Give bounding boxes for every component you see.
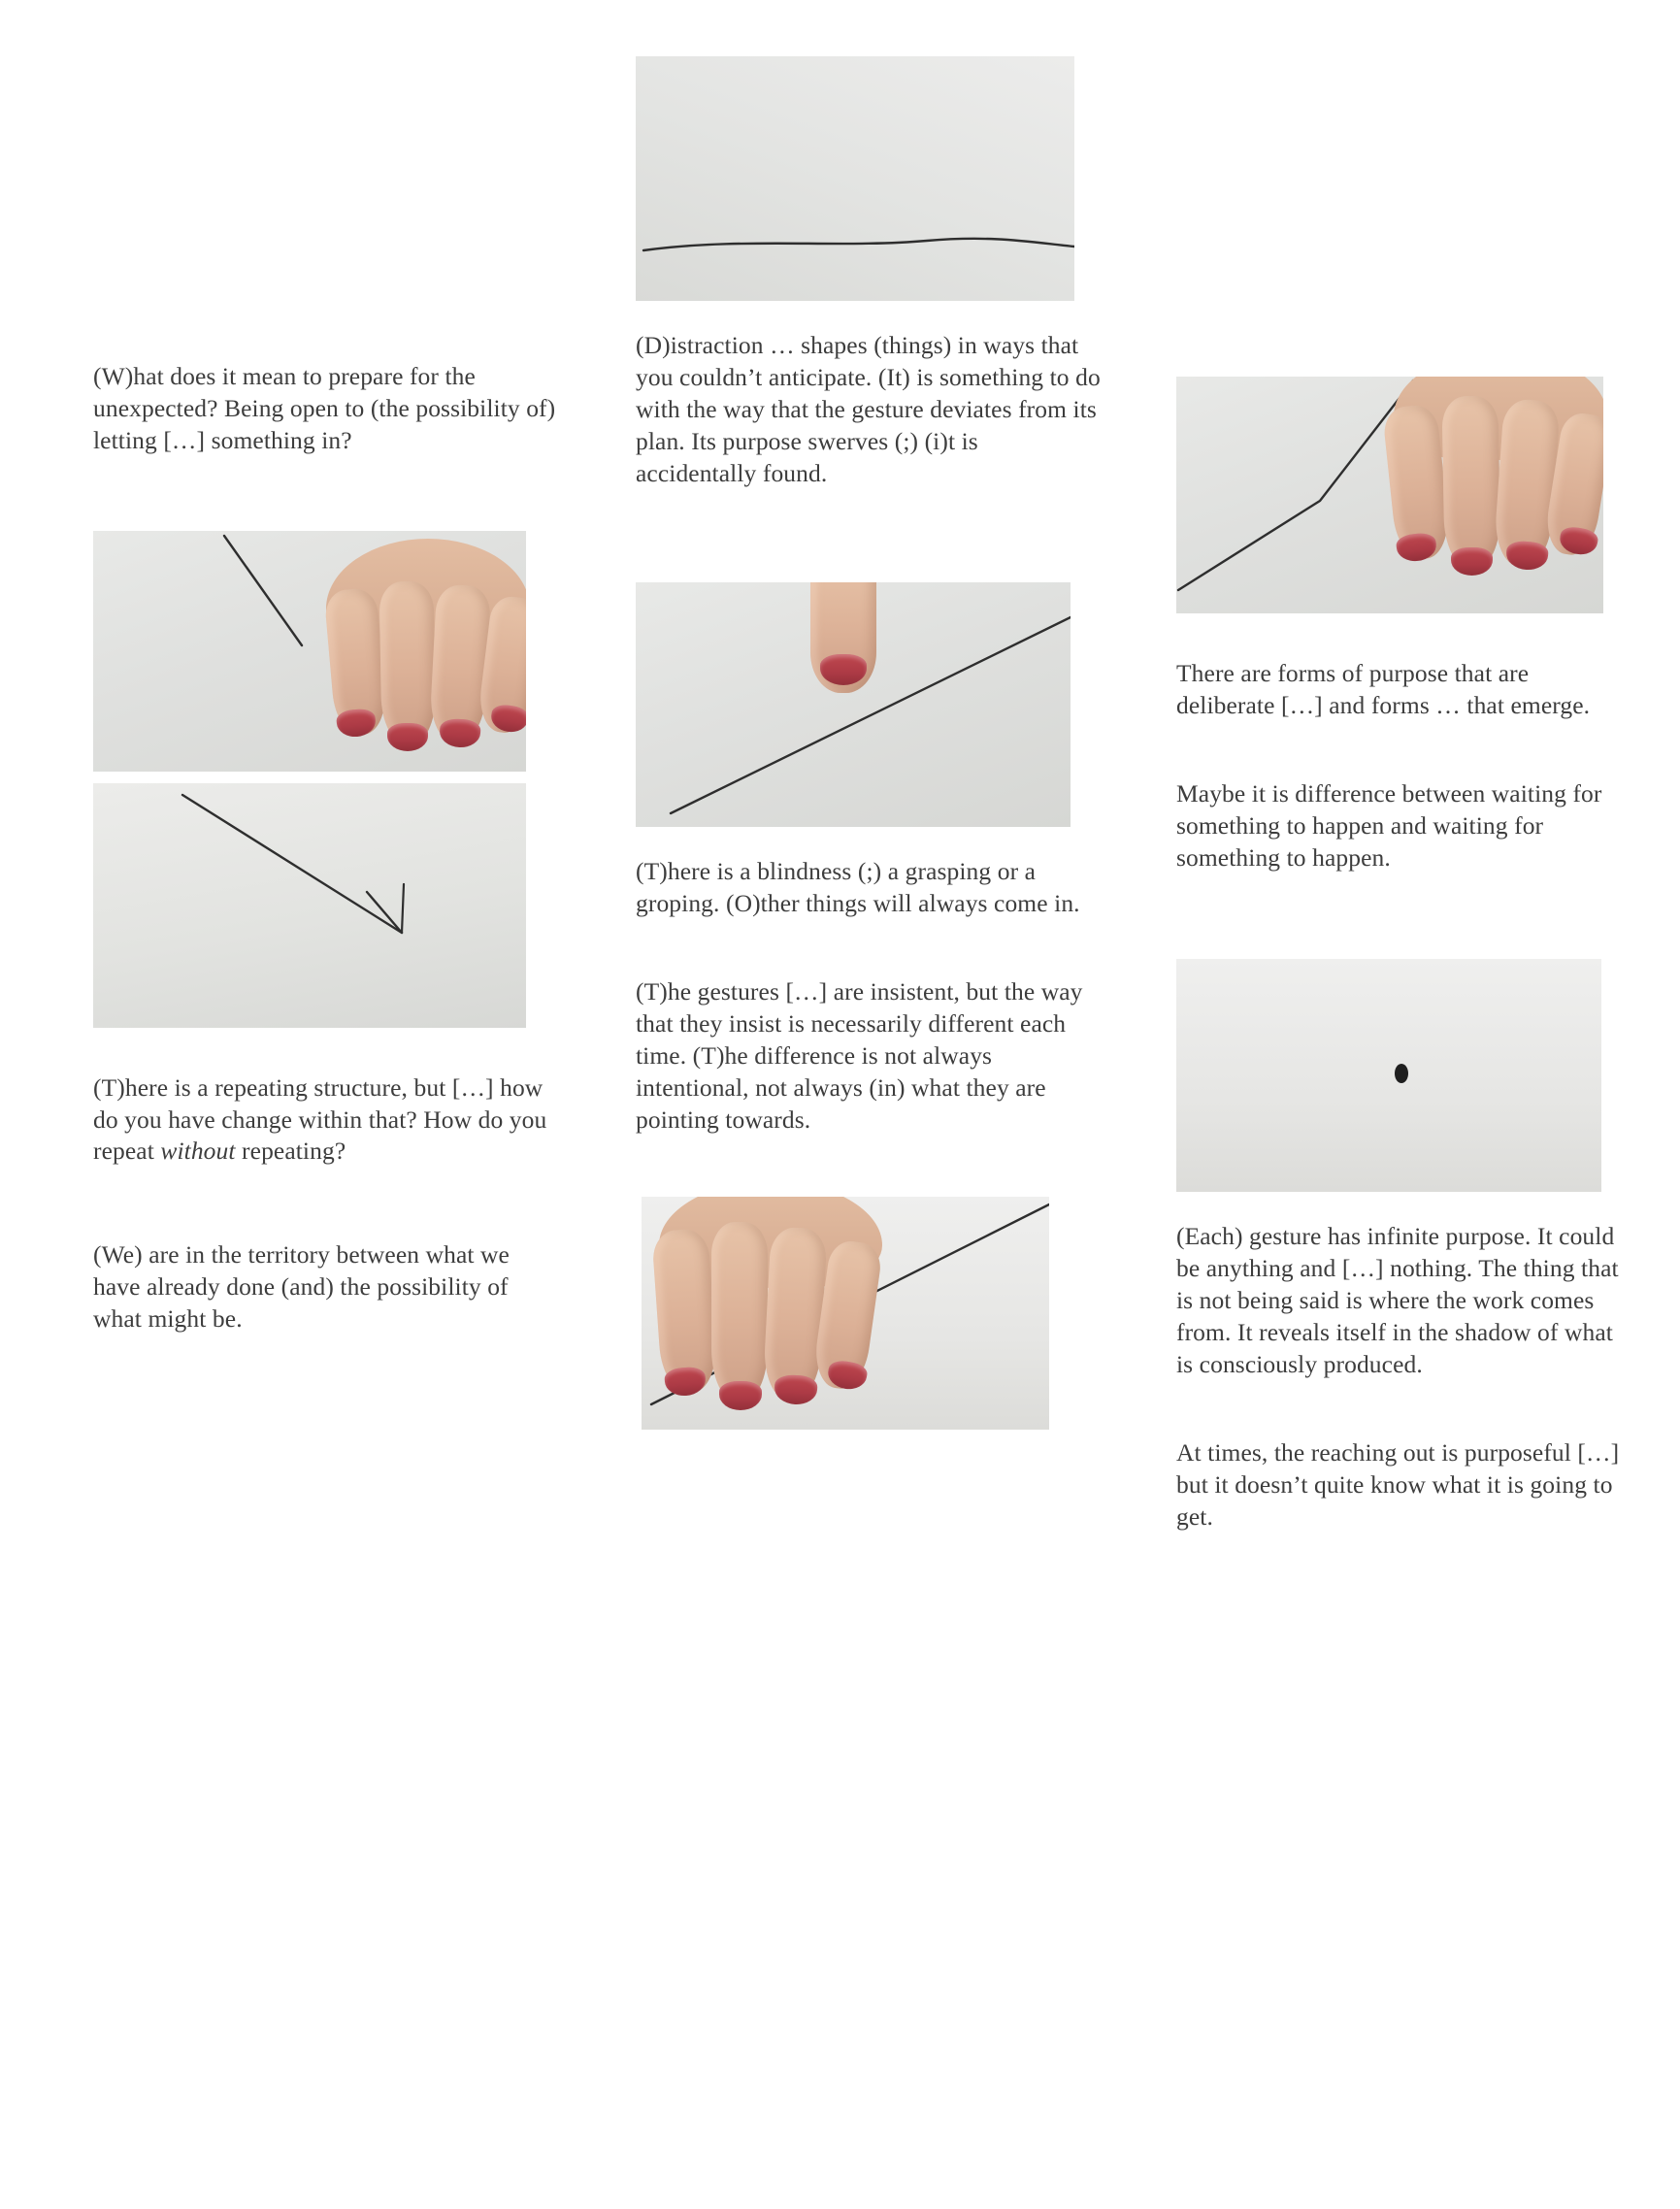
hand-graphic bbox=[1367, 377, 1603, 610]
column-right bbox=[1176, 0, 1623, 1561]
nail-graphic bbox=[1505, 541, 1549, 572]
nail-graphic bbox=[664, 1366, 707, 1397]
photo-hand-diagonal-line bbox=[93, 531, 526, 772]
column-left bbox=[93, 0, 559, 1363]
photo-horizontal-line bbox=[636, 56, 1074, 301]
line-drawing-arrow bbox=[93, 783, 526, 1028]
paragraph-right-4: At times, the reaching out is purposeful […] but it doesn’t quite know what it is going to get. bbox=[1176, 1437, 1620, 1531]
nail-graphic bbox=[1396, 532, 1438, 563]
photo-single-dot bbox=[1176, 959, 1601, 1192]
paragraph-mid-2: (T)here is a blindness (;) a grasping or a groping. (O)ther things will always come in. bbox=[636, 857, 1080, 918]
hand-graphic bbox=[649, 1197, 902, 1430]
paragraph-right-2: Maybe it is difference between waiting for something to happen and waiting for something to happen. bbox=[1176, 778, 1602, 872]
nail-graphic bbox=[439, 718, 480, 748]
hand-graphic bbox=[305, 539, 526, 772]
hand-graphic bbox=[803, 582, 890, 712]
nail-graphic bbox=[1451, 547, 1493, 576]
paragraph-right-1: There are forms of purpose that are deliberate […] and forms … that emerge. bbox=[1176, 659, 1591, 719]
paragraph-left-3: (We) are in the territory between what we have already done (and) the possibility of what might be. bbox=[93, 1240, 510, 1334]
paragraph-left-2-part2: repeating? bbox=[235, 1137, 346, 1166]
paragraph-right-3: (Each) gesture has infinite purpose. It could be anything and […] nothing. The thing that is not being said is where the work comes from. It reveals itself in the shadow of what is consciously produced. bbox=[1176, 1222, 1619, 1379]
photo-hand-crossing-line bbox=[642, 1197, 1049, 1430]
paragraph-left-2-italic: without bbox=[160, 1137, 236, 1166]
column-middle bbox=[636, 0, 1102, 1430]
paragraph-mid-1: (D)istraction … shapes (things) in ways that you couldn’t anticipate. (It) is something to do with the way that the gesture deviates from its plan. Its purpose swerves (;) (i)t is accidentally found. bbox=[636, 331, 1101, 487]
line-drawing-horizontal bbox=[636, 56, 1074, 301]
paragraph-mid-3: (T)he gestures […] are insistent, but the way that they insist is necessarily different each time. (T)he difference is not always intentional, not always (in) what they are pointing towards. bbox=[636, 977, 1083, 1134]
nail-graphic bbox=[387, 723, 428, 751]
photo-finger-rising-line bbox=[636, 582, 1071, 827]
paragraph-left-2-part1: (T)here is a repeating structure, but […] how do you have change within that? How do you repeat bbox=[93, 1072, 547, 1166]
paragraph-left-2 bbox=[93, 1072, 559, 1169]
photo-arrow-line bbox=[93, 783, 526, 1028]
nail-graphic bbox=[719, 1381, 762, 1410]
nail-graphic bbox=[774, 1374, 818, 1405]
paragraph-left-1: (W)hat does it mean to prepare for the unexpected? Being open to (the possibility of) letting […] something in? bbox=[93, 362, 556, 454]
photo-hand-angled-line bbox=[1176, 377, 1603, 613]
nail-graphic bbox=[336, 708, 377, 738]
dot-mark bbox=[1176, 959, 1601, 1192]
